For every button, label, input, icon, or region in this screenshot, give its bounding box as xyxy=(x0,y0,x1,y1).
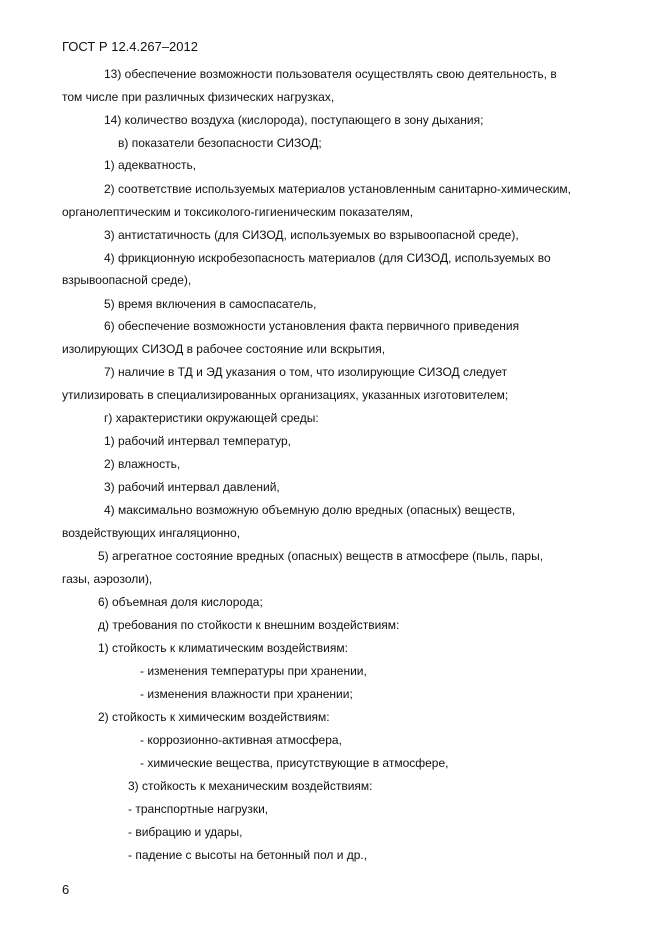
text-line: 6) объемная доля кислорода; xyxy=(98,595,263,609)
text-line: - падение с высоты на бетонный пол и др., xyxy=(128,848,368,862)
text-line: 1) рабочий интервал температур, xyxy=(104,434,291,448)
text-line: - транспортные нагрузки, xyxy=(128,802,269,816)
text-line: - изменения температуры при хранении, xyxy=(140,664,367,678)
text-line: изолирующих СИЗОД в рабочее состояние или вскрытия, xyxy=(62,342,386,356)
text-line: 2) влажность, xyxy=(104,457,181,471)
text-line: воздействующих ингаляционно, xyxy=(62,526,241,540)
text-line: г) характеристики окружающей среды: xyxy=(104,411,319,425)
text-line: 2) соответствие используемых материалов установленным санитарно-химическим, xyxy=(104,182,571,196)
text-line: 5) время включения в самоспасатель, xyxy=(104,297,317,311)
text-line: 13) обеспечение возможности пользователя осуществлять свою деятельность, в xyxy=(104,67,557,81)
page-number: 6 xyxy=(62,882,70,897)
text-line: - вибрацию и удары, xyxy=(128,825,243,839)
text-line: д) требования по стойкости к внешним воздействиям: xyxy=(98,618,400,632)
text-line: 3) стойкость к механическим воздействиям: xyxy=(128,779,373,793)
text-line: 1) стойкость к климатическим воздействиям: xyxy=(98,641,348,655)
text-line: 4) максимально возможную объемную долю вредных (опасных) веществ, xyxy=(104,503,516,517)
text-line: - химические вещества, присутствующие в атмосфере, xyxy=(140,756,449,770)
document-header: ГОСТ Р 12.4.267–2012 xyxy=(62,39,198,54)
text-line: 6) обеспечение возможности установления факта первичного приведения xyxy=(104,319,520,333)
text-line: 14) количество воздуха (кислорода), поступающего в зону дыхания; xyxy=(104,113,484,127)
text-line: 3) рабочий интервал давлений, xyxy=(104,480,280,494)
text-line: 4) фрикционную искробезопасность материалов (для СИЗОД, используемых во xyxy=(104,251,551,265)
text-line: 7) наличие в ТД и ЭД указания о том, что изолирующие СИЗОД следует xyxy=(104,365,508,379)
text-line: - изменения влажности при хранении; xyxy=(140,687,353,701)
text-line: 1) адекватность, xyxy=(104,158,197,172)
text-line: газы, аэрозоли), xyxy=(62,572,153,586)
text-line: том числе при различных физических нагрузках, xyxy=(62,90,335,104)
text-line: 2) стойкость к химическим воздействиям: xyxy=(98,710,330,724)
text-line: 3) антистатичность (для СИЗОД, используемых во взрывоопасной среде), xyxy=(104,228,519,242)
text-line: 5) агрегатное состояние вредных (опасных) веществ в атмосфере (пыль, пары, xyxy=(98,549,544,563)
text-line: в) показатели безопасности СИЗОД; xyxy=(118,136,322,150)
text-line: - коррозионно-активная атмосфера, xyxy=(140,733,342,747)
text-line: утилизировать в специализированных организациях, указанных изготовителем; xyxy=(62,388,509,402)
text-line: органолептическим и токсиколого-гигиеническим показателям, xyxy=(62,205,414,219)
text-line: взрывоопасной среде), xyxy=(62,273,192,287)
